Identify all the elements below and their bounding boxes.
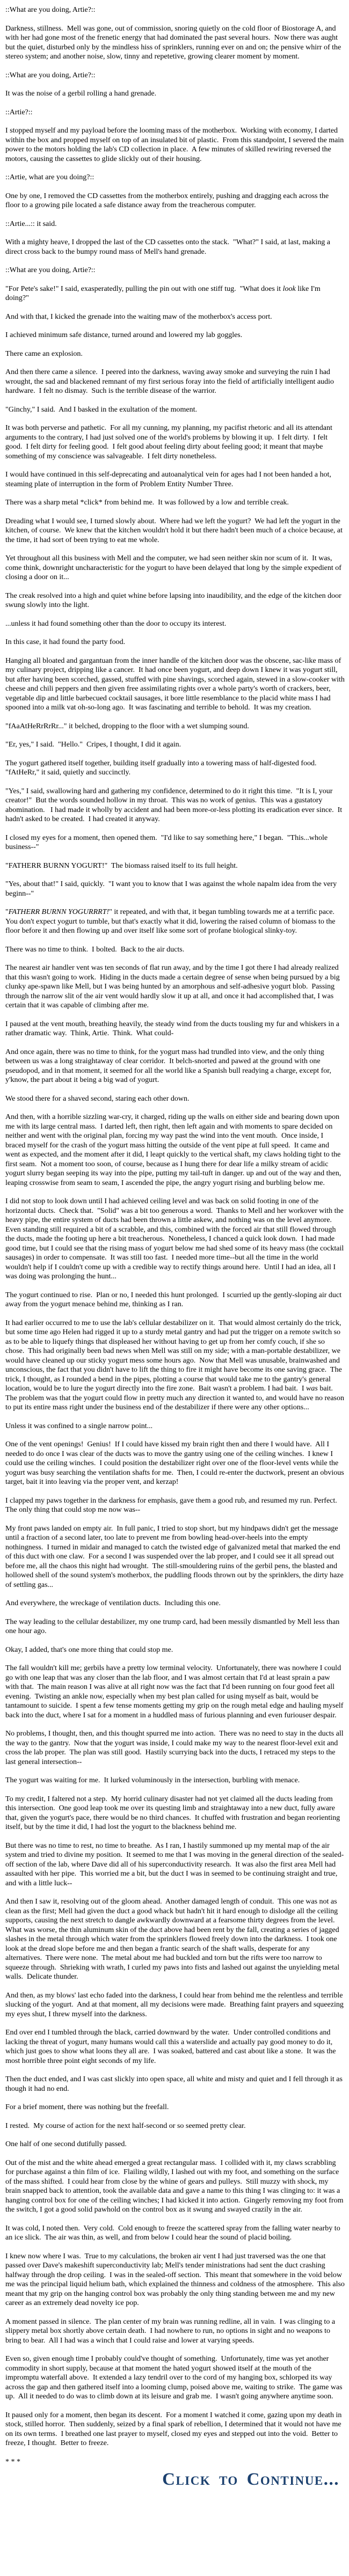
story-paragraph: The yogurt was waiting for me. It lurked voluminously in the intersection, burbling with menace. bbox=[5, 1776, 300, 1784]
story-paragraph: End over end I tumbled through the black, carried downward by the water. Under controlled conditions and lacking the threat of yogurt, many humans would call this a waterslide and actually pay good money to do it, which just goes to show what loons they all are. I was soaked, battered and cast about like a stone. It was the most horrible three point eight seconds of my life. bbox=[5, 2029, 338, 2065]
story-paragraph: I did not stop to look down until I had achieved ceiling level and was back on solid footing in one of the horizontal ducts. Check that. "Solid" was a bit too generous a word. Thanks to Mell and her workover with the heavy pipe, the entire system of ducts had been thrown a little askew, and nothing was on the level anymore. Even standing still required a bit of a scrabble, and this, combined with the forced air that still flowed through the ducts, made the footing up here a bit treacherous. Nonetheless, I chanced a quick look down. I had made good time, but I could see that the rising mass of yogurt below me had shed some of its heavy mass (the cocktail sausages) in order to compensate. It was still too fast. I needed more time--but all the time in the world wouldn't help if I couldn't come up with a credible way to rectify things around here. Until I had an idea, all I was doing was prolonging the hunt... bbox=[5, 1197, 346, 1280]
story-paragraph: Even so, given enough time I probably could've thought of something. Unfortunately, time was yet another commodity in short supply, because at that moment the hated yogurt showed itself at the mouth of the impromptu waterfall above. It extended a lazy tendril over to the cord of my hanging box, schlorped its way across the gap and then gathered itself into a looming clump, poised above me, waiting to strike. The game was up. All it needed to do was to climb down at its leisure and grab me. I wasn't going anywhere anytime soon. bbox=[5, 2355, 345, 2401]
story-paragraph: And everywhere, the wreckage of ventilation ducts. Including this one. bbox=[5, 1599, 221, 1607]
story-paragraph: Okay, I added, that's one more thing that could stop me. bbox=[5, 1645, 173, 1654]
story-paragraph: I achieved minimum safe distance, turned around and lowered my lab goggles. bbox=[5, 331, 243, 339]
story-paragraph: Darkness, stillness. Mell was gone, out of commission, snoring quietly on the cold floor of Biostorage A, and with her had gone most of the frenetic energy that had dominated the past several hours. Now there was aught but the quiet, disturbed only by the mindless hiss of sprinklers, running ever on and on; the pensive whirr of the stereo system; and another noise, slow, tinny and repetetive, growing clearer moment by moment. bbox=[5, 24, 343, 61]
story-paragraph: And then I saw it, resolving out of the gloom ahead. Another damaged length of conduit. This one was not as clean as the first; Mell had given the duct a good whack but hadn't hit it hard enough to dislodge all the ceiling supports, causing the next stretch to dangle awkwardly downward at a fearsome thirty degrees from the level. What was worse, the thin aluminum skin of the duct above had been rent by the fall, creating a series of jagged slashes in the metal through which water from the sprinklers flowed freely down into the darkness. I took one look at the dread slope before me and then began a frantic search of the shaft walls, desperate for any alternatives. There were none. The metal about me had buckled and torn but the rifts were too narrow to squeeze through. Shrieking with wrath, I curled my paws into fists and lashed out against the unyielding metal walls. Delicate thunder. bbox=[5, 1898, 341, 1981]
story-paragraph: "Yes," I said, swallowing hard and gathering my confidence, determined to do it right this time. "It is I, your creator!" But the words sounded hollow in my throat. This was no work of genius. This was a gustatory abomination. I had made it wholly by accident and had been more-or-less plotting its eradication ever since. It hadn't asked to be created. I had created it anyway. bbox=[5, 787, 344, 823]
story-paragraph: It had earlier occurred to me to use the lab's cellular destabilizer on it. That would almost certainly do the trick, but some time ago Helen had rigged it up to a sturdy metal gantry and had put the trigger on a remote switch so as to be able to liquefy things that displeased her without having to get up from her comfy couch, if she so chose. This had originally been bad news when Mell was still on my side; with a man-portable destabilizer, we would have cleaned up our sticky yogurt mess some hours ago. Now that Mell was unusable, brainwashed and unconscious, the fact that you didn't have to lift the thing to fire it might have become its one saving grace. The trick, I thought, as I rounded a bend in the pipes, plotting a course that would take me to the gantry's general location, would be to lure the yogurt directly into the fire zone. Bait wasn't a problem. I had bait. I was bait. The problem was that the yogurt could flow in pretty much any direction it wanted to, and would have no reason to put its entire mass right under the business end of the destabilizer if there were any other options... bbox=[5, 1319, 346, 1411]
story-paragraph: I closed my eyes for a moment, then opened them. "I'd like to say something here," I began. "This...whole business--" bbox=[5, 833, 330, 851]
story-paragraph: The nearest air handler vent was ten seconds of flat run away, and by the time I got there I had already realized that this wasn't going to work. Hiding in the ducts made a certain degree of sense when being pursued by a big clunky ape-spawn like Mell, but I was being hunted by an amorphous and self-adhesive yogurt blob. Passing through the narrow slit of the air vent would hardly slow it up at all, and once it had accomplished that, I was certain that it was capable of climbing after me. bbox=[5, 964, 342, 1009]
story-paragraph: "fAaAtHeRrRrRr..." it belched, dropping to the floor with a wet slumping sound. bbox=[5, 722, 249, 730]
story-paragraph: For a brief moment, there was nothing but the freefall. bbox=[5, 2103, 169, 2111]
story-paragraph: It paused only for a moment, then began its descent. For a moment I watched it come, gazing upon my death in stock, stilled horror. Then suddenly, seized by a final spark of rebellion, I determined that it would not have me on its own terms. I breathed one last prayer to myself, closed my eyes and stepped out into the void. Better to freeze, I thought. Better to freeze. bbox=[5, 2411, 344, 2447]
story-paragraph: I rested. My course of action for the next half-second or so seemed pretty clear. bbox=[5, 2121, 246, 2130]
story-paragraph: Hanging all bloated and gargantuan from the inner handle of the kitchen door was the obscene, sac-like mass of my culinary project, dripping like a cancer. It had once been yogurt, and deep down I knew it was yogurt still, but after having been scorched, gassed, stuffed with pine shavings, scorched again, stewed in a slow-cooker with cheese and chili peppers and then given free assimilating rights over a whole party's worth of crackers, beer, vegetable dip and little barbecued cocktail sausages, it bore little resemblance to the placid white mass I had spooned into a milk vat oh-so-long ago. It was fascinating and terrible to behold. It was my creation. bbox=[5, 656, 347, 712]
story-paragraph: I knew now where I was. True to my calculations, the broken air vent I had just traversed was the one that passed over Dave's makeshift superconductivity lab; Mell's tender ministrations had sent the duct crashing halfway through the drop ceiling. I was in the sealed-off section. This meant that somewhere in the void below me was the principal liquid helium bath, which explained the thinness and coldness of the atmosphere. This also meant that my grip on the hanging control box was probably the only thing standing between me and my new career as an extremely dead novelty ice pop. bbox=[5, 2252, 347, 2307]
story-paragraph: There was no time to think. I bolted. Back to the air ducts. bbox=[5, 945, 185, 954]
story-paragraph: It was the noise of a gerbil rolling a hand grenade. bbox=[5, 90, 157, 98]
story-paragraph: And with that, I kicked the grenade into the waiting maw of the motherbox's access port. bbox=[5, 312, 272, 321]
story-paragraph: Then the duct ended, and I was cast slickly into open space, all white and misty and quiet and I fell through it as though it had no end. bbox=[5, 2075, 345, 2093]
story-paragraph: We stood there for a shaved second, staring each other down. bbox=[5, 1094, 190, 1103]
story-paragraph: Yet throughout all this business with Mell and the computer, we had seen neither skin nor scum of it. It was, come think, downright uncharacteristic for the yogurt to have been delayed that long by the simple expedient of closing a door on it... bbox=[5, 554, 344, 581]
continue-row bbox=[5, 2470, 345, 2490]
story-paragraph: It was cold, I noted then. Very cold. Cold enough to freeze the scattered spray from the falling water nearby to an ice slick. The air was thin, as well, and from below I could hear the sound of placid boiling. bbox=[5, 2224, 343, 2242]
story-paragraph: And then, as my blows' last echo faded into the darkness, I could hear from behind me the relentless and terrible slucking of the yogurt. And at that moment, all my decisions were made. Breathing faint prayers and squeezing my eyes shut, I threw myself into the darkness. bbox=[5, 1991, 346, 2018]
story-paragraph: It was both perverse and pathetic. For all my cunning, my planning, my pacifist rhetoric and all its attendant arguments to the contrary, I had just solved one of the world's problems by blowing it up. I felt dirty. I felt good. I felt dirty for feeling good. I felt good about feeling dirty about feeling good; it meant that maybe something of my conscience was salvageable. I felt dirty nonetheless. bbox=[5, 424, 335, 460]
story-paragraph: ...unless it had found something other than the door to occupy its interest. bbox=[5, 619, 227, 628]
story-paragraph: "Er, yes," I said. "Hello." Cripes, I thought, I did it again. bbox=[5, 741, 181, 749]
story-paragraph: I would have continued in this self-deprecating and autoanalytical vein for ages had I not been handed a hot, steaming plate of interruption in the form of Problem Entity Number Three. bbox=[5, 471, 333, 488]
story-paragraph: One by one, I removed the CD cassettes from the motherbox entirely, pushing and dragging each across the floor to a growing pile located a safe distance away from the treacherous computer. bbox=[5, 192, 331, 209]
story-paragraph: Unless it was confined to a single narrow point... bbox=[5, 1422, 153, 1430]
story-paragraph: And then, with a horrible sizzling war-cry, it charged, riding up the walls on either side and bearing down upon me with its large central mass. I darted left, then right, then left again and with moments to spare decided on neither and went with the original plan, forcing my way past the wind into the vent mouth. Once inside, I braced myself for the crash of the yogurt mass hitting the outside of the vent pipe at full speed. It came and went as expected, and the moment after it did, I leapt quickly to the vertical shaft, my claws holding tight to the first seam. Not a moment too soon, of course, because as I hung there for dear life a milky stream of acidic yogurt slurry began seeping its way into the pipe, putting my tail-tuft in danger. up and out of the way and then, leaping crosswise from seam to seam, I ascended the pipe, the angry yogurt rising and burbling below me. bbox=[5, 1113, 343, 1187]
section-separator: * * * bbox=[5, 2457, 20, 2466]
story-paragraph: ::What are you doing, Artie?:: bbox=[5, 71, 96, 79]
story-paragraph: In this case, it had found the party food. bbox=[5, 638, 126, 646]
story-paragraph: One of the vent openings! Genius! If I could have kissed my brain right then and there I would have. All I needed to do once I was clear of the ducts was to move the gantry using one of the ceiling winches. I knew I could use the ceiling winches. I could position the destabilizer right over one of the floor-level vents while the yogurt was busy searching the ventilation shafts for me. Then, I could re-enter the ductwork, present an obvious target, bait it into leaving via the proper vent, and kerzap! bbox=[5, 1440, 346, 1486]
story-paragraph: The yogurt continued to rise. Plan or no, I needed this hunt prolonged. I scurried up the gently-sloping air duct away from the yogurt menace behind me, thinking as I ran. bbox=[5, 1291, 344, 1308]
story-paragraph: I clapped my paws together in the darkness for emphasis, gave them a good rub, and resumed my run. Perfect. The only thing that could stop me now was-- bbox=[5, 1496, 341, 1514]
story-paragraph: The fall wouldn't kill me; gerbils have a pretty low terminal velocity. Unfortunately, there was nowhere I could go with one leap that was any closer than the lab floor, and I was almost certain that I'd at least sprain a paw with that. The main reason I was alive at all right now was the fact that I'd been running on four good feet all evening. Twisting an ankle now, especially when my best plan called for using myself as bait, would be tantamount to suicide. I spent a few tense moments getting my grip on the rough metal edge and hauling myself back into the duct, where I sat for a moment in a huddled mass of furious planning and even furiouser despair. bbox=[5, 1664, 345, 1719]
story-paragraph: One half of one second dutifully passed. bbox=[5, 2140, 127, 2148]
story-paragraph: "FATHERR BURNN YOGURT!" The biomass raised itself to its full height. bbox=[5, 861, 238, 870]
story-body bbox=[5, 5, 345, 2448]
click-to-continue-link[interactable]: Click to Continue... bbox=[162, 2470, 339, 2489]
story-paragraph: "Ginchy," I said. And I basked in the exultation of the moment. bbox=[5, 405, 197, 414]
story-paragraph: ::Artie, what are you doing?:: bbox=[5, 173, 94, 181]
story-paragraph: My front paws landed on empty air. In full panic, I tried to stop short, but my hindpaws didn't get the message until a fraction of a second later, too late to prevent me from bowling head-over-heels into the empty nothingness. I turned in midair and managed to catch the twisted edge of galvanized metal that marked the end of this duct with one claw. For a second I was suspended over the lab proper, and I could see it all spread out before me, all the chaos this night had wrought. The still-smouldering ruins of the gerbil pens, the blasted and hollowed shell of the sound system's motherbox, the puddling floods thrown out by the sprinklers, the dirty haze of settling gas... bbox=[5, 1524, 346, 1589]
story-paragraph: There was a sharp metal *click* from behind me. It was followed by a low and terrible creak. bbox=[5, 499, 289, 507]
story-paragraph: "For Pete's sake!" I said, exasperatedly, pulling the pin out with one stiff tug. "What does it look like I'm doing?" bbox=[5, 284, 323, 302]
story-paragraph: No problems, I thought, then, and this thought spurred me into action. There was no need to stay in the ducts all the way to the gantry. Now that the yogurt was inside, I could make my way to the nearest floor-level exit and cross the lab proper. The plan was still good. Hastily scurrying back into the ducts, I retraced my steps to the last general intersection-- bbox=[5, 1730, 346, 1766]
story-paragraph: A moment passed in silence. The plan center of my brain was running redline, all in vain. I was clinging to a slippery metal box shortly above certain death. I had nowhere to run, no options in sight and no weapons to bring to bear. All I had was a winch that I could raise and lower at varying speeds. bbox=[5, 2317, 337, 2345]
story-paragraph: ::Artie?:: bbox=[5, 108, 33, 116]
story-paragraph: The yogurt gathered itself together, building itself gradually into a towering mass of half-digested food. "fAtHeRr," it said, quietly and succinctly. bbox=[5, 759, 321, 777]
story-paragraph: And then there came a silence. I peered into the darkness, waving away smoke and surveying the ruin I had wrought, the sad and blackened remnant of my first serious foray into the field of artificially intelligent audio hardware. I felt no dismay. Such is the terrible disease of the warrior. bbox=[5, 368, 336, 395]
story-paragraph: "FATHERR BURNN YOGURRRT!" it repeated, and with that, it began tumbling towards me at a terrific pace. You don't expect yogurt to tumble, but that's exactly what it did, lowering the raised column of biomass to the floor before it and then flowing up and over itself like some sort of profane biological slinky-toy. bbox=[5, 908, 338, 935]
story-paragraph: ::What are you doing, Artie?:: bbox=[5, 266, 96, 274]
story-paragraph: But there was no time to rest, no time to breathe. As I ran, I hastily summoned up my mental map of the air system and tried to divine my position. It seemed to me that I was moving in the general direction of the sealed-off section of the lab, where Dave did all of his superconductivity research. It was also the first area Mell had assaulted with her pipe. This worried me a bit, but the duct I was in seemed to be continuing straight and true, and with a little luck-- bbox=[5, 1841, 344, 1887]
story-paragraph: ::Artie...:: it said. bbox=[5, 219, 57, 228]
story-paragraph: With a mighty heave, I dropped the last of the CD cassettes onto the stack. "What?" I said, at last, making a direct cross back to the bumpy round mass of Mell's hand grenade. bbox=[5, 238, 332, 256]
story-paragraph: To my credit, I faltered not a step. My horrid culinary disaster had not yet claimed all the ducts leading from this intersection. One good leap took me over its questing limb and straightaway into a new duct, fully aware that, given the yogurt's pace, there would be no third chances. It chuffed with frustration and began reorienting itself, but by the time it did, I had lost the yogurt to the blackness behind me. bbox=[5, 1795, 342, 1831]
story-paragraph: And once again, there was no time to think, for the yogurt mass had trundled into view, and the only thing between us was a long straightaway of clear corridor. It belch-snorted and pawed at the ground with one pseudopod, and in that moment, it seemed for all the world like a Spanish bull readying a charge, except for, y'know, the part about it being a big wad of yogurt. bbox=[5, 1048, 333, 1084]
story-paragraph: ::What are you doing, Artie?:: bbox=[5, 6, 96, 14]
story-paragraph: Dreading what I would see, I turned slowly about. Where had we left the yogurt? We had left the yogurt in the kitchen, of course. We knew that the kitchen wouldn't hold it but there hadn't been much of a choice because, at the time, it had sort of been trying to eat me whole. bbox=[5, 517, 345, 544]
story-paragraph: I stopped myself and my payload before the looming mass of the motherbox. Working with economy, I darted within the box and propped myself on top of an insulated bit of plastic. From this standpoint, I severed the main power to the motors holding the lab's CD collection in place. A few minutes of skilled rewiring reversed the motors, causing the cassettes to glide slickly out of their housing. bbox=[5, 127, 346, 163]
story-paragraph: There came an explosion. bbox=[5, 349, 83, 358]
story-paragraph: Out of the mist and the white ahead emerged a great rectangular mass. I collided with it, my claws scrabbling for purchase against a thin film of ice. Flailing wildly, I lashed out with my foot, and something on the surface of the mass shifted. I could hear from close by the whine of gears and pulleys. Still muzzy with shock, my brain snapped back to attention, took the available data and gave a name to this thing I was clinging to: it was a hanging control box for one of the ceiling winches; I had kicked it into action. Gingerly removing my foot from the switch, I got a good solid pawhold on the control box as it swung and swayed crazily in the air. bbox=[5, 2158, 345, 2214]
story-paragraph: "Yes, about that!" I said, quickly. "I want you to know that I was against the whole napalm idea from the very beginn--" bbox=[5, 880, 339, 898]
story-paragraph: The creak resolved into a high and quiet whine before lapsing into inaudibility, and the edge of the kitchen door swung slowly into the light. bbox=[5, 591, 344, 609]
story-paragraph: I paused at the vent mouth, breathing heavily, the steady wind from the ducts tousling my fur and whiskers in a rather dramatic way. Think, Artie. Think. What could- bbox=[5, 1020, 341, 1037]
story-paragraph: The way leading to the cellular destabilizer, my one trump card, had been messily dismantled by Mell less than one hour ago. bbox=[5, 1618, 341, 1635]
